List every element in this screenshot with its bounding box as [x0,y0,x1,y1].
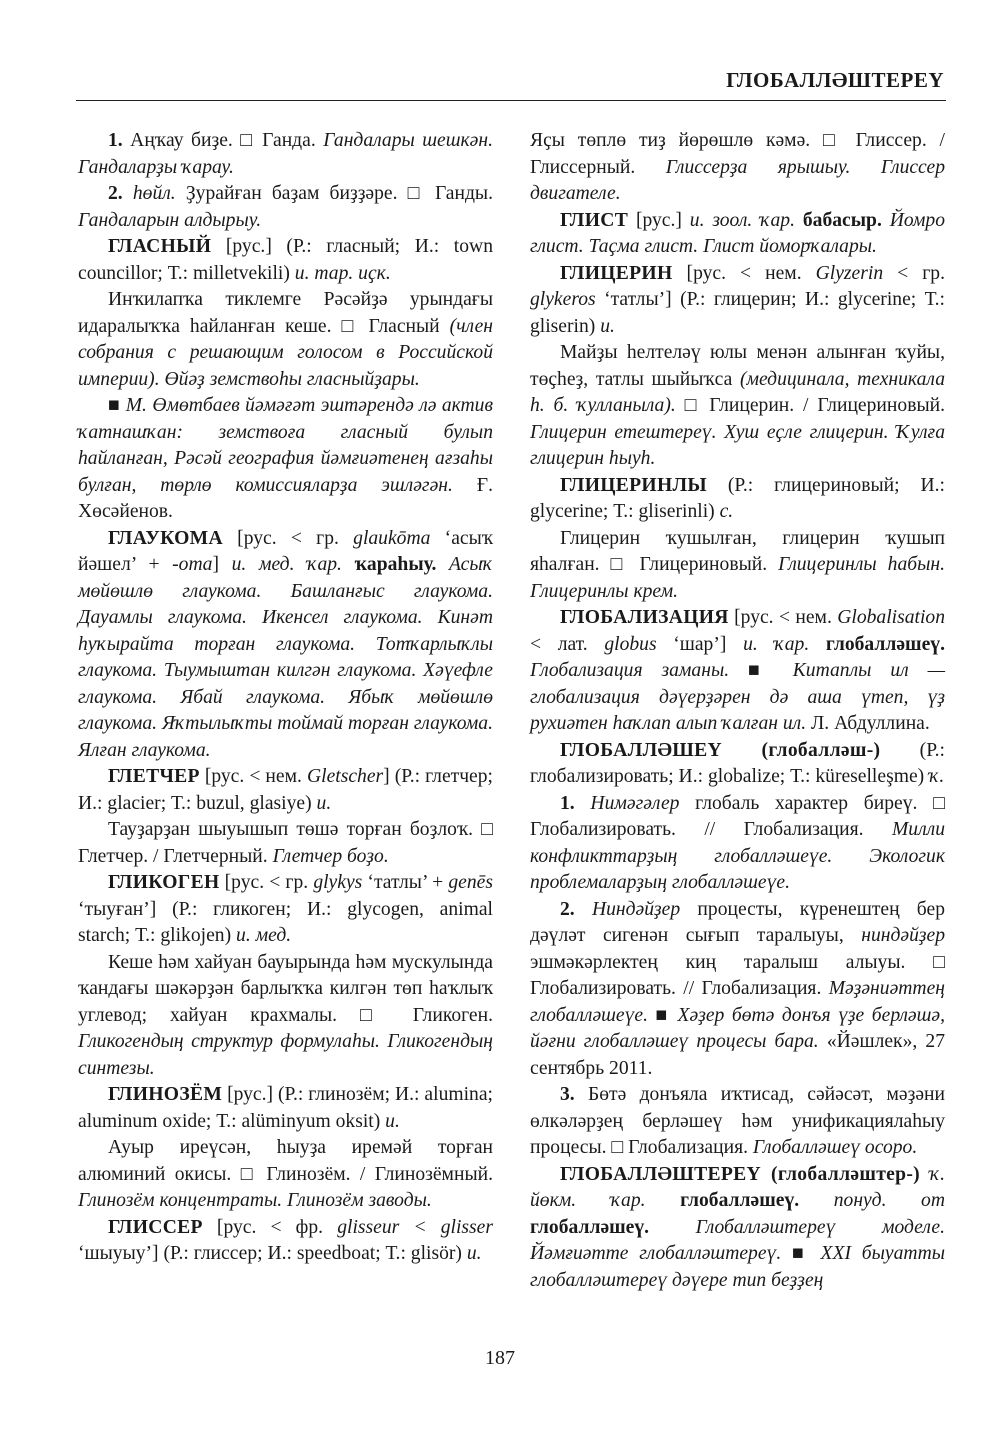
text-run: и. [316,792,332,814]
text-run: Glyzerin [815,262,884,284]
text-run: Ниндәйҙер [591,898,681,920]
headword: ГЛИСТ [560,209,629,231]
text-run: Бөтә донъяла иҡтисад, сәйәсәт, мәҙәни өлкәләрҙең берләшеү һәм унификациялаһыу процесы. □ Глобализация. [530,1084,946,1158]
text-run: [рус.] (Р.: глинозём; И.: alumina; aluminum oxide; Т.: alüminyum oksit) [78,1084,493,1132]
text-run: и. [385,1110,400,1132]
text-run: понуд. от [799,1190,945,1211]
text-run: glykeros [530,289,596,310]
text-run: globus [604,633,657,655]
text-run: genēs [448,872,493,893]
dictionary-paragraph [78,287,493,393]
dictionary-paragraph [78,764,493,817]
text-run: Ауыр иреүсән, һыуҙа иремәй торған алюминий окисы. □ Глинозём. / Глинозёмный. [78,1137,493,1185]
text-run: 1. [108,130,131,151]
text-run: 1. [560,792,591,814]
dictionary-paragraph [78,870,493,950]
text-run: Асыҡ мөйөшлө глаукома. Башланғыс глаукома. Дауамлы глаукома. Икенсел глаукома. Кинәт һуҡырайта торған глаукома. Тотҡарлыҡлы глаукома. Тыумыштан килгән глаукома. Хәүефле глаукома. Ябай глаукома. Ябыҡ мөйөшлө глаукома. Яҡтылыҡты тоймай торған глаукома. Ялған глаукома. [78,554,493,761]
text-run: и. ҡар. [743,633,826,655]
text-run: ҡ. йөкм. ҡар. [530,1163,945,1211]
text-run: Глицерин етештереү. Хуш еҫле глицерин. Ҡулға глицерин һыуһ. [530,421,945,469]
dictionary-paragraph [530,738,945,791]
text-run: Аңҡау биҙе. □ Ганда. [130,130,324,151]
text-run: Глицеринлы һабын. Глицеринлы крем. [530,554,945,602]
text-run: Гандаларын алдырыу. [78,209,262,231]
headword: ГЛИЦЕРИН [560,262,673,284]
dictionary-paragraph [530,261,945,341]
text-run: ҡараһыу. [354,554,437,575]
text-run: эшмәкәрлектең киң таралыш алыуы. □ Глобализировать. // Глобализация. [530,951,945,999]
text-run: < гр. [883,262,945,284]
text-run: [рус. < фр. [202,1216,338,1238]
text-run: (медицинала, техникала һ. б. ҡулланыла). [530,368,945,416]
text-run: Майҙы һелтеләү юлы менән алынған ҡуйы, төҫһеҙ, татлы шыйыҡса [530,342,945,390]
dictionary-paragraph [78,950,493,1083]
text-run: ] (Р.: глетчер; И.: glacier; Т.: buzul, glasiye) [78,766,493,814]
text-run: Глиссерҙа ярышыу. Глиссер двигателе. [530,156,945,204]
dictionary-paragraph [78,526,493,765]
text-run: и. [600,315,615,337]
text-run: процесты, күренештең бер дәүләт сигенән сығып таралыуы, [530,898,946,946]
text-run: Кеше һәм хайуан бауырында һәм мускулында ҡандағы шәкәрҙән барлыҡҡа килгән төп һаҡлыҡ углевод; хайуан крахмалы. □ Гликоген. [78,951,493,1026]
text-run: [рус. < гр. [219,872,314,893]
headword: ГЛЕТЧЕР [108,766,200,787]
text-run: ‘татлы’] (Р.: глицерин; И.: glycerine; Т.: gliserin) [530,289,945,337]
text-run: Инҡилапҡа тиклемге Рәсәйҙә урындағы идаралыҡҡа һайланған кеше. □ Гласный [78,289,493,337]
dictionary-paragraph [78,393,493,526]
running-header [76,62,946,101]
text-run: с. [719,501,734,522]
text-run: Глобалләштереү моделе. Йәмғиәтте глобалләштереү. ■ XXI быуатты глобалләштереү дәүере тип беҙҙең [530,1216,945,1291]
headword: ГЛИССЕР [108,1216,203,1238]
dictionary-paragraph [530,340,945,473]
dictionary-paragraph [530,605,945,738]
text-run: и. тар. иҫк. [294,262,391,284]
text-run: [рус. < нем. [199,766,307,787]
text-run: «Йәшлек», 27 сентябрь 2011. [530,1031,945,1079]
dictionary-paragraph [78,128,493,181]
text-run: ‘татлы’ + [362,872,449,893]
text-run: ниндәйҙер [861,925,945,946]
text-run: [рус.] (Р.: гласный; И.: town councillor; Т.: milletvekili) [78,236,493,284]
dictionary-paragraph [78,1135,493,1215]
text-run: glisseur < glisser [337,1216,493,1238]
text-run: Өмөтбаев йәмәғәт эштәрендә лә актив ҡатнашҡан: земствоға гласный булып һайланған, Рәсәй география йәмғиәтенең ағзаһы булған, төрлө комиссияларҙа эшләгән. [78,395,493,496]
text-run: [рус. < гр. [222,527,354,549]
text-run: бабасыр. [802,209,882,231]
text-run: глобалләшеү. [825,633,945,655]
text-run: 2. [560,898,592,920]
text-run: Gletscher [306,766,384,787]
dictionary-paragraph [78,234,493,287]
text-run: Гандалары шешкән. Гандаларҙы ҡарау. [78,130,493,178]
headword: ГЛОБАЛИЗАЦИЯ [560,607,729,628]
text-run: ҡ. [929,766,945,787]
running-title: ГЛОБАЛЛӘШТЕРЕҮ [726,68,944,92]
text-run: glykys [313,872,363,893]
text-run: Ҙурайған баҙам биҙҙәре. □ Ганды. [175,183,493,204]
left-column [78,128,493,1268]
text-run: 3. [560,1084,588,1105]
text-run: и. мед. [236,925,292,946]
text-run: ] [212,554,232,575]
headword: ГЛАУКОМА [108,527,223,549]
dictionary-paragraph [530,791,945,897]
text-run: глобалләшеү. [530,1216,650,1238]
headword: ГЛОБАЛЛӘШЕҮ (глобалләш-) [560,739,881,761]
text-run: < лат. [530,633,605,655]
text-run: ‘тыуған’] (Р.: гликоген; И.: glycogen, animal starch; Т.: glikojen) [78,898,493,946]
dictionary-paragraph [78,817,493,870]
text-run: глобаль характер биреү. □ Глобализировать. // Глобализация. [530,792,945,840]
text-run: Нимәгәлер [590,792,680,814]
text-run: Глобалләшеү осоро. [752,1137,918,1158]
dictionary-paragraph [530,1082,945,1162]
text-run: Мәҙәниәттең глобалләшеүе. ■ Хәҙер бөтә донъя үҙе берләшә, йәғни глобалләшеү процесы бара. [530,978,945,1052]
dictionary-paragraph [78,1082,493,1135]
text-run: [рус.] [628,209,690,231]
text-run: и. мед. ҡар. [231,554,355,575]
text-run: (член собрания с решающим голосом в Российской империи). Өйәҙ земствоһы гласныйҙары. [78,315,493,390]
dictionary-paragraph [530,208,945,261]
dictionary-paragraph [530,526,945,606]
text-run: Глобализация заманы. ■ Китаплы ил — глобализация дәүерҙәрен дә аша үтеп, үҙ рухиәтен һаҡлап алып ҡалған ил. [530,660,945,734]
headword: ГЛИЦЕРИНЛЫ [560,474,707,496]
page-number: 187 [485,1347,515,1369]
text-run: Яҫы төплө тиҙ йөрөшлө кәмә. □ Глиссер. / Глиссерный. [530,130,945,178]
headword: ГЛОБАЛЛӘШТЕРЕҮ (глобалләштер-) [560,1163,920,1185]
headword: ГЛИКОГЕН [108,872,220,893]
text-run: и. зоол. ҡар. [689,209,803,231]
text-run: Тауҙарҙан шыуышып төшә торған боҙлоҡ. □ Глетчер. / Глетчерный. [78,819,493,867]
dictionary-paragraph [78,181,493,234]
text-run: Милли конфликттарҙың глобалләшеүе. Экологик проблемаларҙың глобалләшеүе. [530,819,945,893]
dictionary-paragraph [78,1215,493,1268]
text-run: Глинозём концентраты. Глинозём заводы. [78,1190,432,1211]
text-run: ‘асыҡ йәшел’ + [78,527,493,575]
text-run: ‘шар’] [656,633,744,655]
text-run: ■ М. [108,395,153,416]
dictionary-paragraph [530,1162,945,1295]
dictionary-paragraph [530,473,945,526]
text-run: ‘шыуыу’] (Р.: глиссер; И.: speedboat; Т.: glisör) [78,1243,467,1264]
text-run: □ Глицерин. / Глицериновый. [675,395,945,416]
text-run: Гликогендың структур формулаһы. Гликогендың синтезы. [78,1031,493,1079]
text-run: Globalisation [837,607,945,628]
text-run: Йомро глист. Таҫма глист. Глист йоморҡалары. [530,209,946,257]
text-run: glaukōma [353,527,431,549]
text-run: 2. [108,183,133,204]
text-run: [рус. < нем. [672,262,816,284]
text-run: (Р.: глобализировать; И.: globalize; Т.: küreselleşme) [530,739,945,787]
text-run: Глицерин ҡушылған, глицерин ҡушып яһалған. □ Глицериновый. [530,527,945,575]
text-run: Ғ. Хөсәйенов. [78,474,494,522]
right-column [530,128,945,1294]
text-run: (Р.: глицериновый; И.: glycerine; Т.: gliserinli) [530,474,945,522]
dictionary-paragraph [530,897,945,1083]
text-run: [рус. < нем. [728,607,838,628]
headword: ГЛИНОЗЁМ [108,1084,223,1105]
text-run: һөйл. [132,183,176,204]
text-run: и. [466,1243,482,1264]
text-run: Л. Абдуллина. [806,713,930,734]
text-run: Глетчер боҙо. [272,845,389,867]
text-run: глобалләшеү. [680,1190,800,1211]
text-run: -oma [172,554,213,575]
dictionary-paragraph [530,128,945,208]
headword: ГЛАСНЫЙ [108,236,212,257]
